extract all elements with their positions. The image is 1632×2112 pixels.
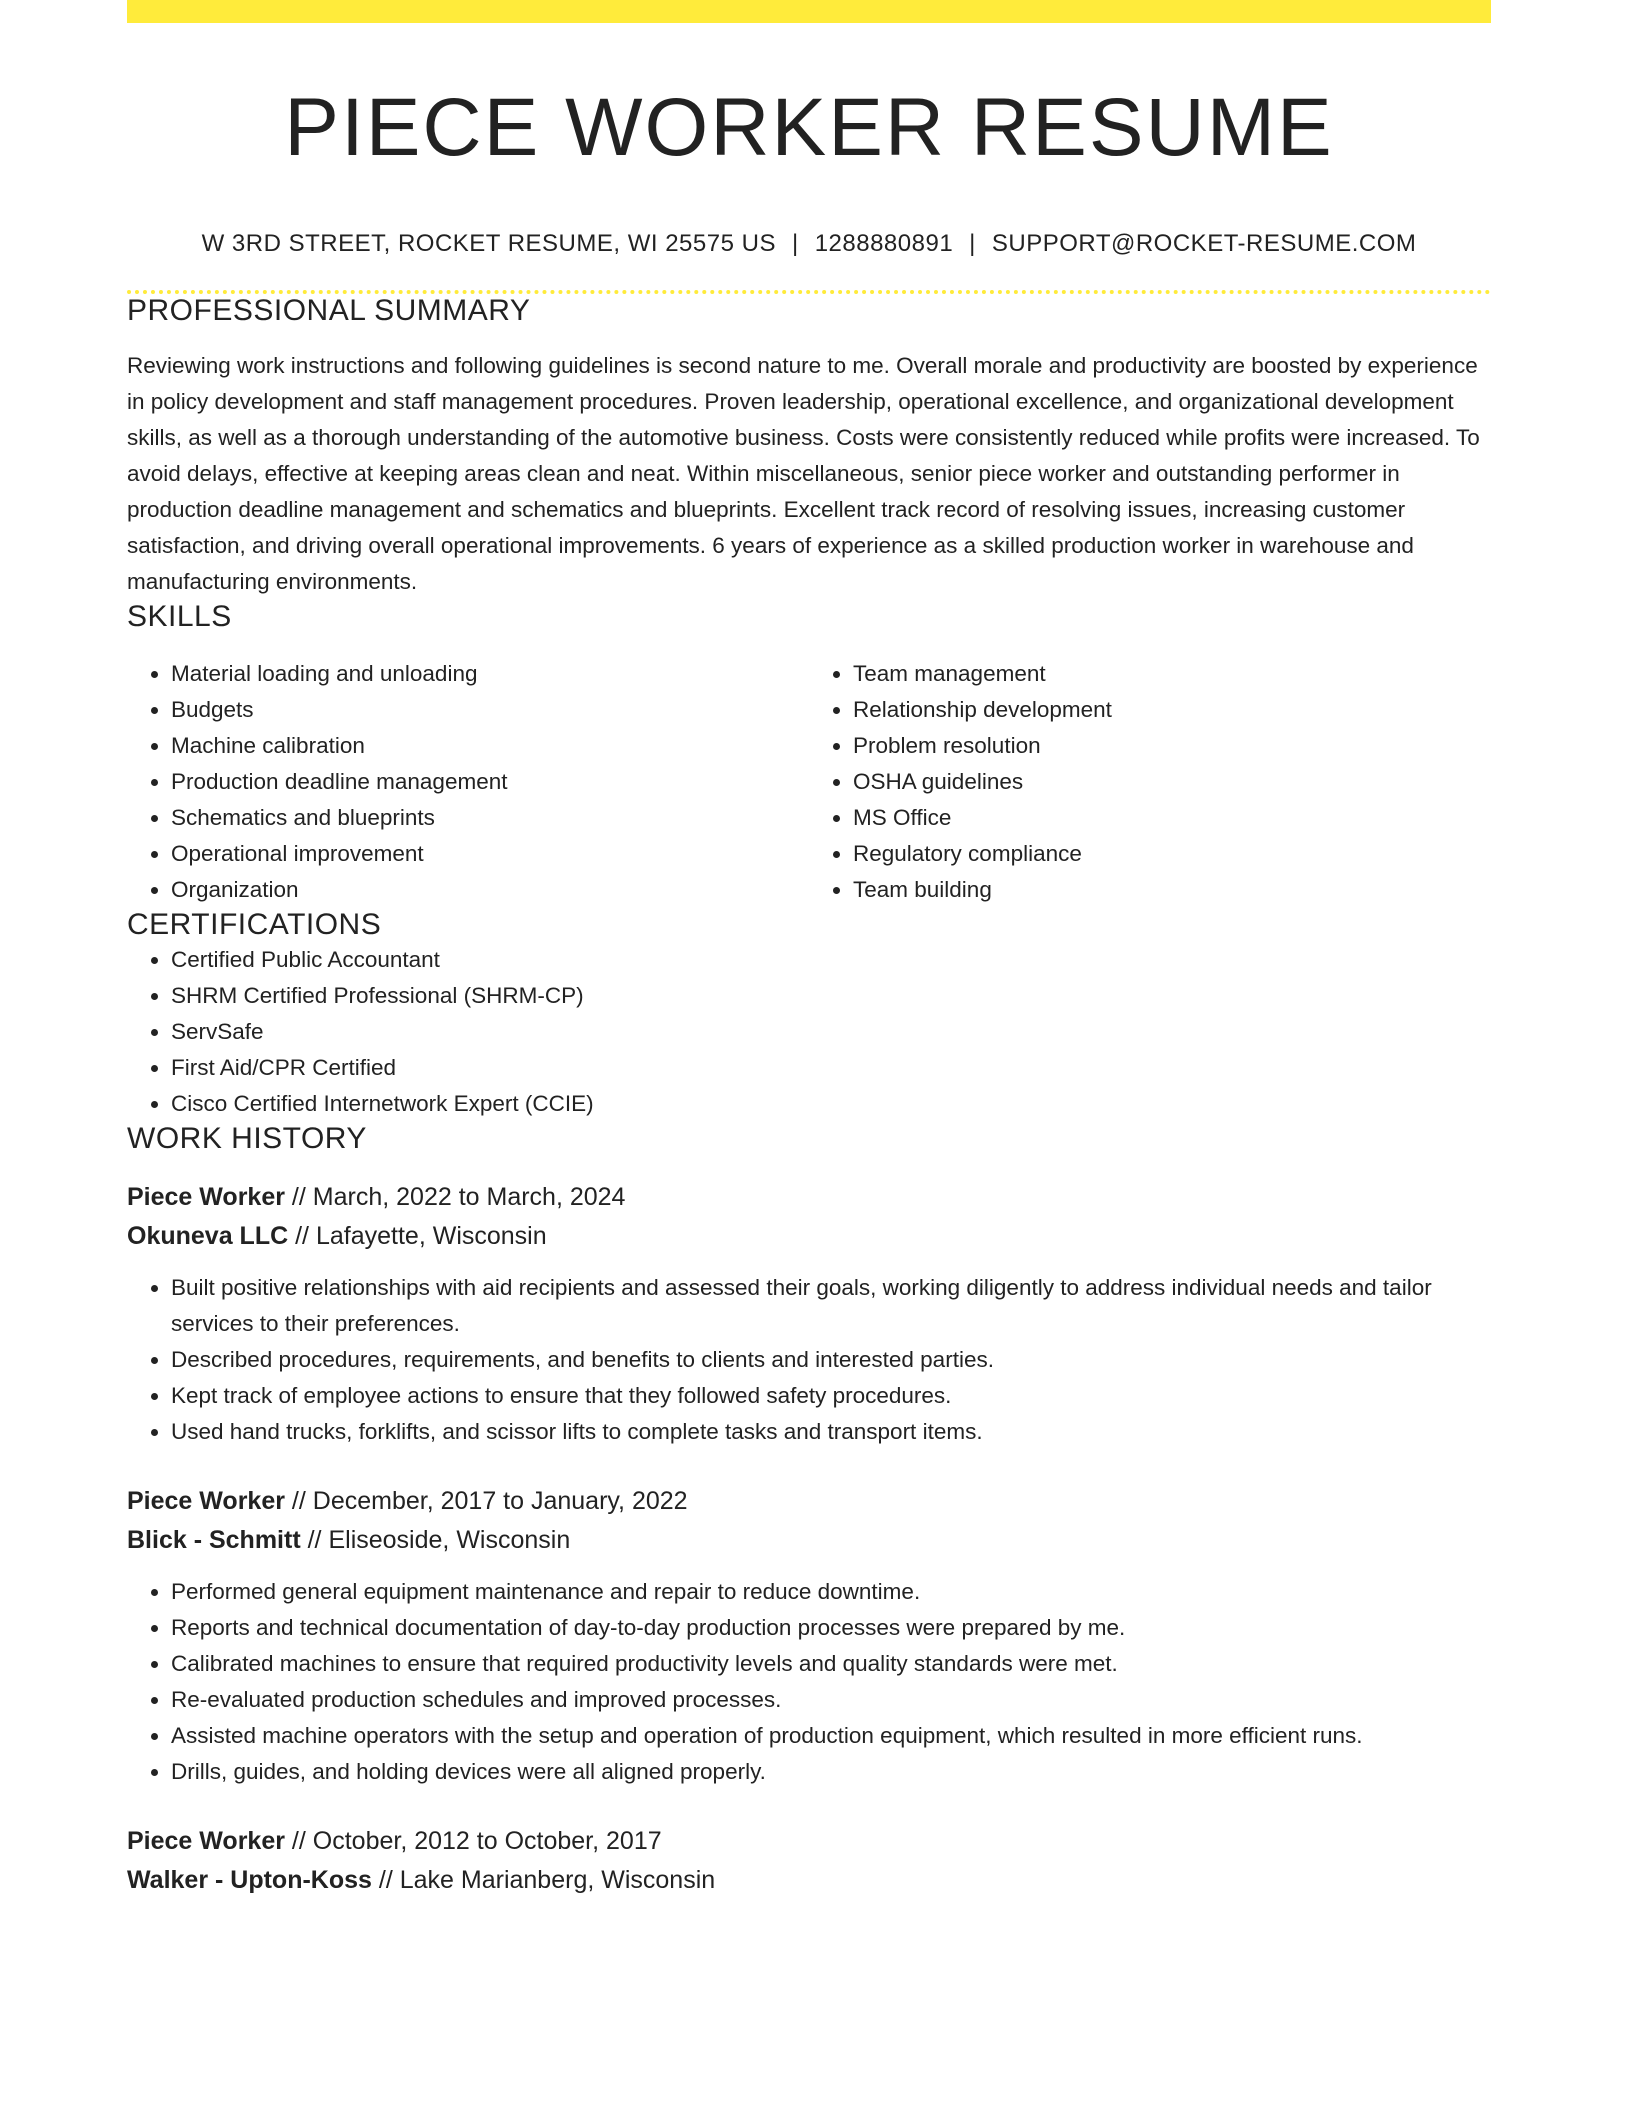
skills-columns bbox=[127, 656, 1491, 908]
job-separator: // bbox=[291, 1487, 306, 1516]
certification-item: • Certified Public Accountant bbox=[171, 942, 1491, 978]
skill-item: • Problem resolution bbox=[853, 728, 1491, 764]
job-company: Walker - Upton-Koss bbox=[127, 1866, 372, 1895]
job-duty-item: • Used hand trucks, forklifts, and scissor lifts to complete tasks and transport items. bbox=[171, 1414, 1491, 1450]
summary-heading: PROFESSIONAL SUMMARY bbox=[127, 294, 531, 328]
job-duty-item: • Reports and technical documentation of day-to-day production processes were prepared by me. bbox=[171, 1610, 1491, 1646]
job-duty-item: • Re-evaluated production schedules and improved processes. bbox=[171, 1682, 1491, 1718]
skills-left-list bbox=[127, 656, 809, 908]
contact-phone: 1288880891 bbox=[814, 230, 954, 258]
contact-email: SUPPORT@ROCKET-RESUME.COM bbox=[991, 230, 1417, 258]
certification-item: • First Aid/CPR Certified bbox=[171, 1050, 1491, 1086]
contact-separator: | bbox=[969, 230, 976, 258]
resume-title: PIECE WORKER RESUME bbox=[284, 82, 1334, 173]
skill-item: • Organization bbox=[171, 872, 809, 908]
job-dates: March, 2022 to March, 2024 bbox=[312, 1183, 626, 1212]
job-separator: // bbox=[291, 1827, 306, 1856]
job-company-line bbox=[127, 1217, 1491, 1256]
skill-item: • Team management bbox=[853, 656, 1491, 692]
job-entry bbox=[127, 1178, 1491, 1450]
skills-right-list bbox=[809, 656, 1491, 908]
work-history-heading: WORK HISTORY bbox=[127, 1122, 367, 1156]
job-dates: December, 2017 to January, 2022 bbox=[312, 1487, 688, 1516]
job-title: Piece Worker bbox=[127, 1183, 285, 1212]
job-company: Blick - Schmitt bbox=[127, 1526, 301, 1555]
job-entry bbox=[127, 1482, 1491, 1790]
job-location: Eliseoside, Wisconsin bbox=[328, 1526, 571, 1555]
job-location: Lake Marianberg, Wisconsin bbox=[399, 1866, 716, 1895]
skill-item: • OSHA guidelines bbox=[853, 764, 1491, 800]
job-location: Lafayette, Wisconsin bbox=[315, 1222, 547, 1251]
job-company-line bbox=[127, 1521, 1491, 1560]
job-company-line bbox=[127, 1861, 1491, 1900]
work-history-list bbox=[127, 1178, 1491, 1900]
skill-item: • Schematics and blueprints bbox=[171, 800, 809, 836]
job-duties-list bbox=[127, 1574, 1491, 1790]
job-duty-item: • Assisted machine operators with the setup and operation of production equipment, which resulted in more efficient runs. bbox=[171, 1718, 1491, 1754]
job-title: Piece Worker bbox=[127, 1487, 285, 1516]
certification-item: • Cisco Certified Internetwork Expert (CCIE) bbox=[171, 1086, 1491, 1122]
skill-item: • Regulatory compliance bbox=[853, 836, 1491, 872]
skills-heading: SKILLS bbox=[127, 600, 232, 634]
certification-item: • SHRM Certified Professional (SHRM-CP) bbox=[171, 978, 1491, 1014]
job-dates: October, 2012 to October, 2017 bbox=[312, 1827, 662, 1856]
certifications-list bbox=[127, 942, 1491, 1122]
skill-item: • Operational improvement bbox=[171, 836, 809, 872]
skill-item: • Relationship development bbox=[853, 692, 1491, 728]
job-duty-item: • Calibrated machines to ensure that required productivity levels and quality standards were met. bbox=[171, 1646, 1491, 1682]
skill-item: • Machine calibration bbox=[171, 728, 809, 764]
contact-separator: | bbox=[791, 230, 799, 258]
skill-item: • MS Office bbox=[853, 800, 1491, 836]
skill-item: • Team building bbox=[853, 872, 1491, 908]
skill-item: • Budgets bbox=[171, 692, 809, 728]
job-title-line bbox=[127, 1178, 1491, 1217]
job-separator: // bbox=[378, 1866, 393, 1895]
job-duties-list bbox=[127, 1270, 1491, 1450]
job-title-line bbox=[127, 1822, 1491, 1861]
contact-line bbox=[127, 230, 1491, 258]
job-duty-item: • Performed general equipment maintenance and repair to reduce downtime. bbox=[171, 1574, 1491, 1610]
job-title: Piece Worker bbox=[127, 1827, 285, 1856]
job-duty-item: • Built positive relationships with aid recipients and assessed their goals, working diligently to address individual needs and tailor services to their preferences. bbox=[171, 1270, 1491, 1342]
top-accent-bar bbox=[127, 0, 1491, 23]
job-separator: // bbox=[291, 1183, 306, 1212]
job-duty-item: • Drills, guides, and holding devices were all aligned properly. bbox=[171, 1754, 1491, 1790]
contact-address: W 3RD STREET, ROCKET RESUME, WI 25575 US bbox=[201, 230, 776, 258]
job-duty-item: • Kept track of employee actions to ensure that they followed safety procedures. bbox=[171, 1378, 1491, 1414]
job-title-line bbox=[127, 1482, 1491, 1521]
certifications-heading: CERTIFICATIONS bbox=[127, 908, 382, 942]
skill-item: • Production deadline management bbox=[171, 764, 809, 800]
job-separator: // bbox=[295, 1222, 310, 1251]
job-separator: // bbox=[307, 1526, 322, 1555]
resume-content bbox=[127, 0, 1491, 1900]
job-duty-item: • Described procedures, requirements, and benefits to clients and interested parties. bbox=[171, 1342, 1491, 1378]
skill-item: • Material loading and unloading bbox=[171, 656, 809, 692]
job-entry bbox=[127, 1822, 1491, 1900]
certification-item: • ServSafe bbox=[171, 1014, 1491, 1050]
job-company: Okuneva LLC bbox=[127, 1222, 289, 1251]
summary-text: Reviewing work instructions and following guidelines is second nature to me. Overall morale and productivity are boosted by experience in policy development and staff management procedures. Proven leadership, operational excellence, and organizational development skills, as well as a thorough understanding of the automotive business. Costs were consistently reduced while profits were increased. To avoid delays, effective at keeping areas clean and neat. Within miscellaneous, senior piece worker and outstanding performer in production deadline management and schematics and blueprints. Excellent track record of resolving issues, increasing customer satisfaction, and driving overall operational improvements. 6 years of experience as a skilled production worker in warehouse and manufacturing environments. bbox=[127, 353, 1480, 595]
